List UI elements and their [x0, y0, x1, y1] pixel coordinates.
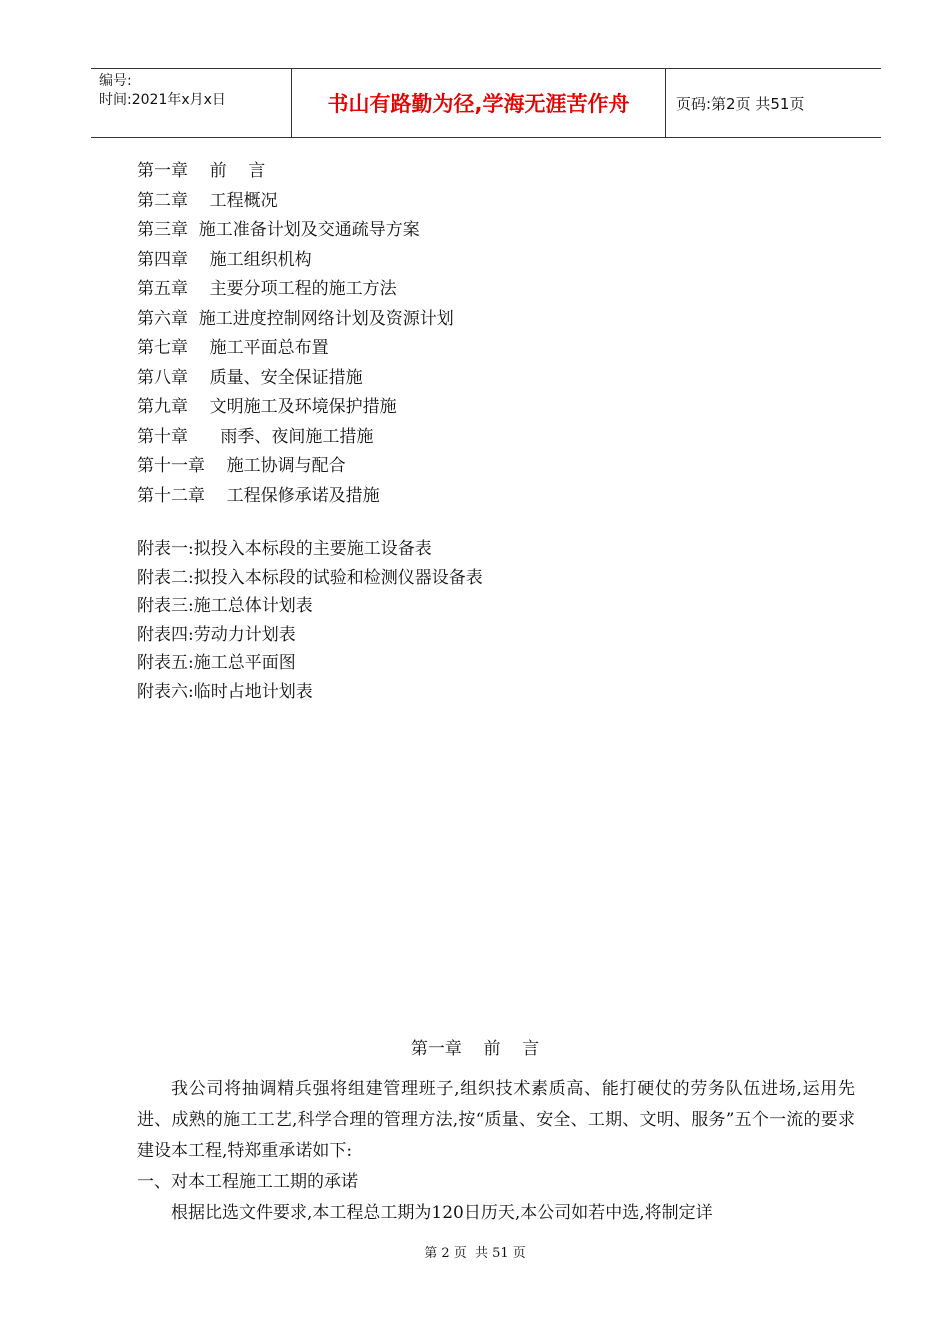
toc-item: 第二章 工程概况 — [137, 190, 278, 211]
toc-item: 第八章 质量、安全保证措施 — [137, 367, 363, 388]
intro-paragraph: 我公司将抽调精兵强将组建管理班子,组织技术素质高、能打硬仗的劳务队伍进场,运用先进、成熟的施工工艺,科学合理的管理方法,按“质量、安全、工期、文明、服务”五个一流的要求建设本工程,特郑重承诺如下: — [137, 1079, 855, 1161]
toc-item: 第一章 前 言 — [137, 161, 266, 181]
appendix-list — [137, 535, 483, 706]
toc-item: 第三章 施工准备计划及交通疏导方案 — [137, 220, 420, 240]
appendix-item: 附表一:拟投入本标段的主要施工设备表 — [137, 539, 432, 559]
toc-item: 第六章 施工进度控制网络计划及资源计划 — [137, 308, 454, 329]
table-of-contents — [137, 157, 454, 511]
page-footer: 第 2 页 共 51 页 — [424, 1246, 526, 1261]
page-header — [91, 68, 881, 138]
toc-item: 第五章 主要分项工程的施工方法 — [137, 279, 397, 299]
section-paragraph: 根据比选文件要求,本工程总工期为120日历天,本公司如若中选,将制定详 — [171, 1203, 713, 1223]
appendix-item: 附表六:临时占地计划表 — [137, 681, 313, 702]
toc-item: 第十章 雨季、夜间施工措施 — [137, 426, 374, 447]
appendix-item: 附表四:劳动力计划表 — [137, 624, 296, 645]
toc-item: 第九章 文明施工及环境保护措施 — [137, 397, 397, 417]
document-time: 时间:2021年x月x日 — [99, 92, 226, 108]
toc-item: 第十二章 工程保修承诺及措施 — [137, 485, 380, 506]
appendix-item: 附表五:施工总平面图 — [137, 653, 296, 673]
toc-item: 第七章 施工平面总布置 — [137, 338, 329, 358]
toc-item: 第四章 施工组织机构 — [137, 249, 312, 270]
header-slogan: 书山有路勤为径,学海无涯苦作舟 — [292, 69, 666, 137]
section-heading: 一、对本工程施工工期的承诺 — [137, 1172, 358, 1192]
header-meta — [91, 69, 292, 137]
chapter-title: 第一章 前 言 — [410, 1039, 540, 1059]
document-number-label: 编号: — [99, 73, 132, 89]
appendix-item: 附表三:施工总体计划表 — [137, 596, 313, 616]
chapter-body — [137, 1074, 855, 1229]
appendix-item: 附表二:拟投入本标段的试验和检测仪器设备表 — [137, 567, 483, 588]
header-page-info: 页码:第2页 共51页 — [676, 94, 805, 113]
toc-item: 第十一章 施工协调与配合 — [137, 456, 346, 476]
